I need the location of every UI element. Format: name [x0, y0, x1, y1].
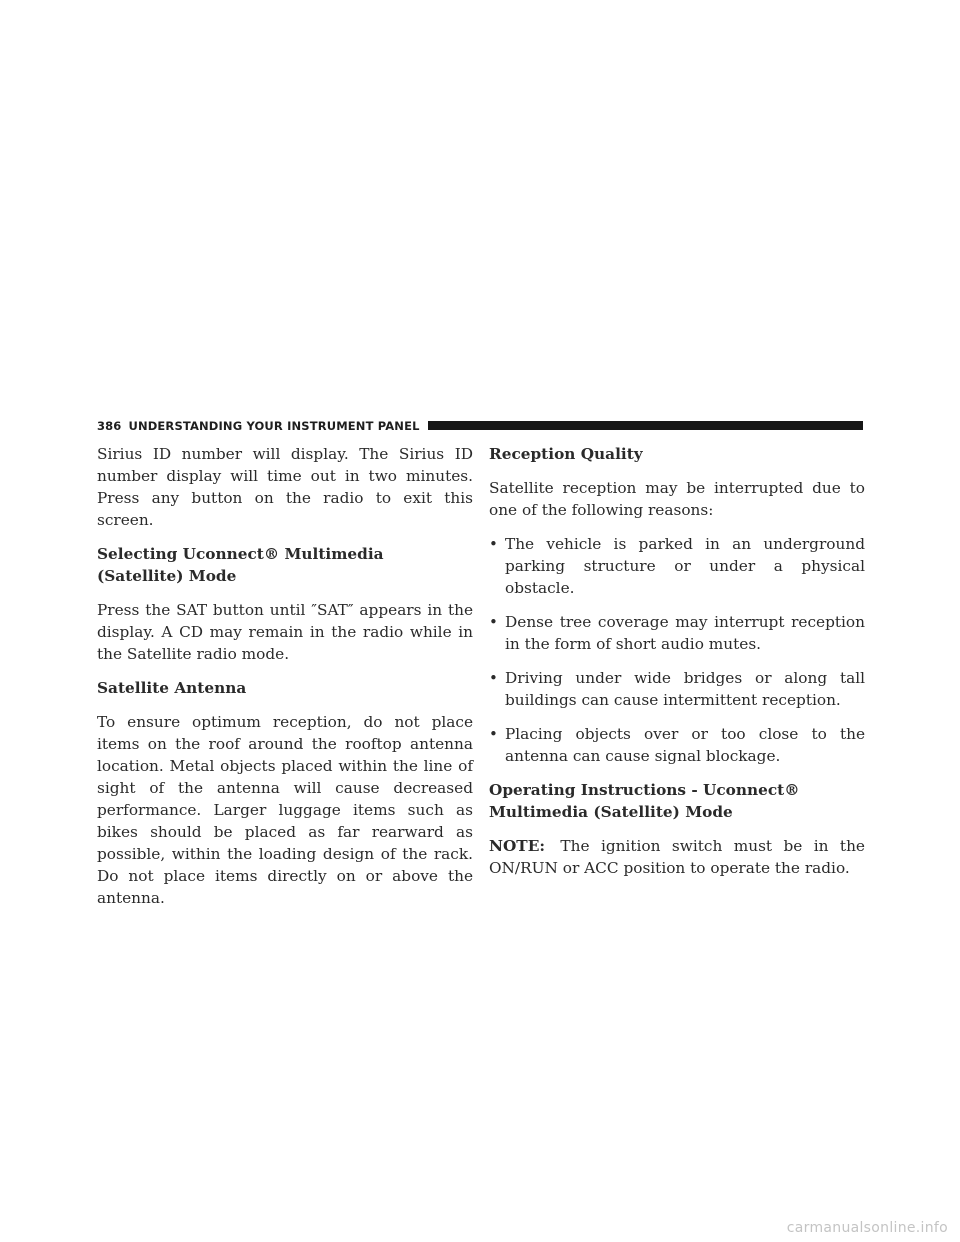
reception-paragraph: Satellite reception may be interrupted due to one of the following reasons:: [489, 479, 865, 519]
heading-operating-instructions: Operating Instructions - Uconnect® Multimedia (Satellite) Mode: [489, 781, 800, 821]
page-header: [97, 418, 863, 433]
list-item-text: The vehicle is parked in an underground parking structure or under a physical obstacle.: [505, 535, 865, 597]
satellite-antenna-paragraph: To ensure optimum reception, do not place items on the roof around the rooftop antenna location. Metal objects placed within the line of sight of the antenna will cause decreased performance. Larger luggage items such as bikes should be placed as far rearward as possible, within the loading design of the rack. Do not place items directly on or above the antenna.: [97, 713, 473, 907]
selecting-mode-paragraph: Press the SAT button until ″SAT″ appears in the display. A CD may remain in the radio while in the Satellite radio mode.: [97, 601, 473, 663]
heading-selecting-mode: Selecting Uconnect® Multimedia (Satellite) Mode: [97, 545, 384, 585]
right-column: [489, 443, 865, 891]
list-item-text: Driving under wide bridges or along tall buildings can cause intermittent reception.: [505, 669, 865, 709]
header-rule: [428, 421, 863, 430]
intro-paragraph: Sirius ID number will display. The Sirius ID number display will time out in two minutes. Press any button on the radio to exit this screen.: [97, 445, 473, 529]
note-label: NOTE:: [489, 837, 545, 855]
list-item: [489, 611, 865, 655]
left-column: [97, 443, 473, 921]
page-number: 386: [97, 418, 122, 433]
list-item: [489, 667, 865, 711]
list-item-text: Dense tree coverage may interrupt reception in the form of short audio mutes.: [505, 613, 865, 653]
heading-satellite-antenna: Satellite Antenna: [97, 679, 247, 697]
bullet-icon: •: [489, 669, 498, 687]
heading-reception-quality: Reception Quality: [489, 445, 643, 463]
list-item: [489, 723, 865, 767]
list-item: [489, 533, 865, 599]
reception-reasons-list: [489, 533, 865, 767]
bullet-icon: •: [489, 535, 498, 553]
bullet-icon: •: [489, 613, 498, 631]
list-item-text: Placing objects over or too close to the antenna can cause signal blockage.: [505, 725, 865, 765]
section-title: UNDERSTANDING YOUR INSTRUMENT PANEL: [128, 418, 420, 433]
note-paragraph: [489, 835, 865, 879]
bullet-icon: •: [489, 725, 498, 743]
watermark: carmanualsonline.info: [786, 1220, 948, 1236]
note-text: The ignition switch must be in the ON/RUN or ACC position to operate the radio.: [489, 837, 865, 877]
